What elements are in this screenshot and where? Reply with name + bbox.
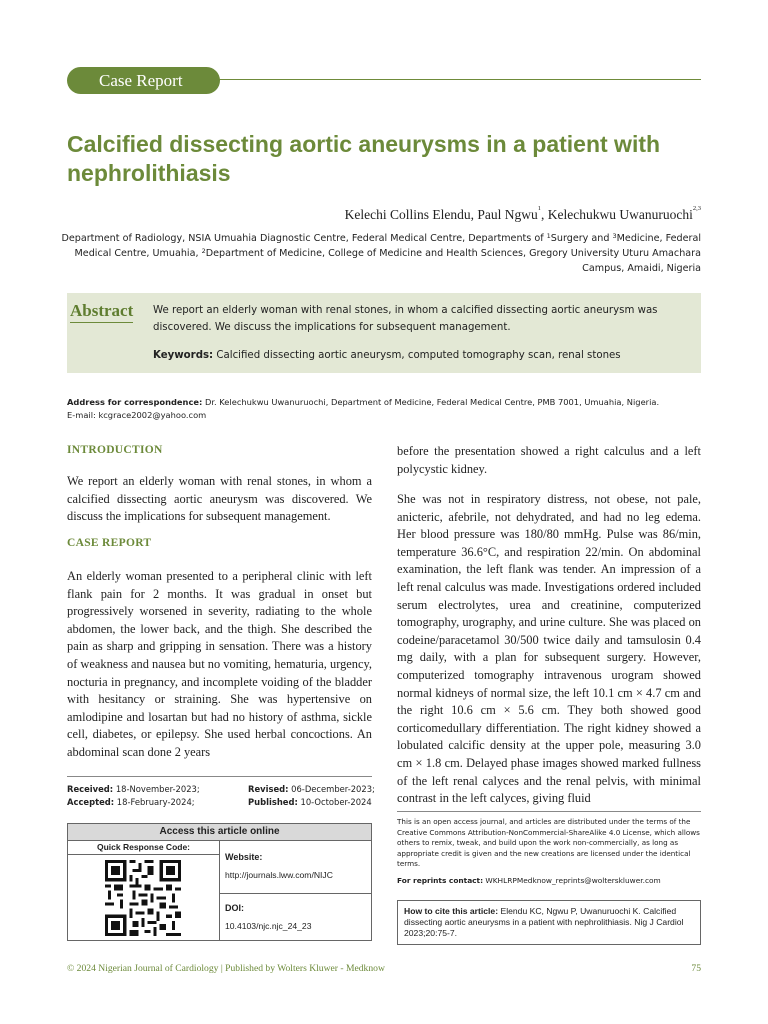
affil-sup: 1 xyxy=(546,232,551,240)
license-rule xyxy=(397,811,701,812)
affil-text: Medicine, Federal Medical Centre, Umuahia, xyxy=(74,233,701,259)
author-sup-2: 2,3 xyxy=(692,205,701,212)
divider xyxy=(219,841,220,941)
qr-label: Quick Response Code: xyxy=(96,842,191,852)
case-heading: CASE REPORT xyxy=(67,537,152,549)
doi-link[interactable]: 10.4103/njc.njc_24_23 xyxy=(225,921,312,931)
article-title: Calcified dissecting aortic aneurysms in a patient with nephrolithiasis xyxy=(67,131,661,186)
affil-text: Department of Radiology, NSIA Umuahia Diagnostic Centre, Federal Medical Centre, Departments of xyxy=(61,233,547,244)
case-paragraph-1: An elderly woman presented to a peripheral clinic with left flank pain for 2 months. It was gradual in onset but progressively worsened in severity, radiating to the whole abdomen, the lower back, and the thigh. She described the pain as sharp and gripping in sensation. There was a history of weakness and nausea but no vomiting, hematuria, urgency, nocturia in pregnancy, and incomplete voiding of the bladder with hesitancy or straining. She was hypertensive on amlodipine and losartan but had no history of asthma, sickle cell, diabetes, or epilepsy. She used herbal concoctions. An abdominal scan done 2 years xyxy=(67,569,372,759)
revised-value: 06-December-2023; xyxy=(291,784,375,794)
reprints-email[interactable]: WKHLRPMedknow_reprints@wolterskluwer.com xyxy=(485,876,661,885)
published-value: 10-October-2024 xyxy=(300,797,372,807)
revised-date xyxy=(248,784,375,794)
received-date xyxy=(67,784,200,794)
author-names-1: Kelechi Collins Elendu, Paul Ngwu xyxy=(344,207,538,222)
license-text: This is an open access journal, and articles are distributed under the terms of the Creative Commons Attribution-NonCommercial-ShareAlike 4.0 License, which allows others to remix, tweak, and build upon the work non-commercially, as long as appropriate credit is given and the new creations are licensed under the identical terms. xyxy=(397,817,700,868)
keywords-text: Calcified dissecting aortic aneurysm, computed tomography scan, renal stones xyxy=(216,350,621,361)
website-link[interactable]: http://journals.lww.com/NIJC xyxy=(225,870,333,880)
authors xyxy=(345,207,701,223)
correspondence xyxy=(67,396,701,422)
citation-box xyxy=(397,900,701,945)
keywords xyxy=(153,350,698,361)
qr-code-icon[interactable] xyxy=(105,860,181,936)
footer-text: © 2024 Nigerian Journal of Cardiology | Published by Wolters Kluwer - Medknow xyxy=(67,963,385,974)
affil-text: Surgery and xyxy=(550,233,613,244)
citation-label: How to cite this article: xyxy=(404,906,499,916)
received-value: 18-November-2023; xyxy=(115,784,200,794)
affil-sup: 2 xyxy=(201,247,206,255)
divider xyxy=(67,854,219,855)
published-date xyxy=(248,797,372,807)
author-names-2: , Kelechukwu Uwanuruochi xyxy=(541,207,693,222)
abstract-label: Abstract xyxy=(70,301,133,323)
section-label: Case Report xyxy=(67,67,220,94)
dates-rule xyxy=(67,776,372,777)
affil-text: Department of Medicine, College of Medicine and Health Sciences, Gregory University Uturu Amachara Campus, Amaidi, Nigeria xyxy=(205,248,701,274)
case-paragraph-2: She was not in respiratory distress, not obese, not pale, anicteric, afebrile, not dehydrated, and had no leg edema. Her blood pressure was 180/80 mmHg. Pulse was 86/min, temperature 36.6°C, and respiration 22/min. On abdominal examination, the left flank was tender. An impression of a left renal calculus was made. Investigations ordered included serum electrolytes, urea and creatinine, computerized tomography, urography, and urine culture. She was placed on codeine/paracetamol 30/500 twice daily and tamsulosin 0.4 mg daily, with a plan for subsequent surgery. However, computerized tomography intravenous urogram showed normal kidneys of normal size, the left 10.1 cm × 4.7 cm and the right 10.6 cm × 5.6 cm. They both showed good corticomedullary differentiation. The right kidney showed a lobulated calcific density at the upper pole, measuring 3.0 cm × 1.8 cm. Delayed phase images showed marked fullness of the left renal calyces and the renal pelvis, with minimal contrast in the left calyces, giving fluid xyxy=(397,492,701,806)
access-heading: Access this article online xyxy=(68,824,371,841)
accepted-date xyxy=(67,797,195,807)
header-rule xyxy=(200,79,701,80)
affiliations xyxy=(61,231,701,276)
revised-label: Revised: xyxy=(248,784,289,794)
correspondence-label: Address for correspondence: xyxy=(67,397,203,407)
correspondence-text: Dr. Kelechukwu Uwanuruochi, Department of Medicine, Federal Medical Centre, PMB 7001, Umuahia, Nigeria. xyxy=(204,397,660,407)
received-label: Received: xyxy=(67,784,114,794)
reprints xyxy=(397,876,661,885)
doi-label: DOI: xyxy=(225,903,244,913)
intro-heading: INTRODUCTION xyxy=(67,444,163,456)
affil-sup: 3 xyxy=(612,232,617,240)
published-label: Published: xyxy=(248,797,298,807)
page-number: 75 xyxy=(691,963,701,974)
divider xyxy=(219,893,372,894)
abstract-text: We report an elderly woman with renal stones, in whom a calcified dissecting aortic aneurysm was discovered. We discuss the implications for subsequent management. xyxy=(153,305,658,333)
accepted-value: 18-February-2024; xyxy=(116,797,195,807)
reprints-label: For reprints contact: xyxy=(397,876,484,885)
intro-paragraph: We report an elderly woman with renal stones, in whom a calcified dissecting aortic aneurysm was discovered. We discuss the implications for subsequent management. xyxy=(67,474,372,524)
case-paragraph-1-continued: before the presentation showed a right calculus and a left polycystic kidney. xyxy=(397,444,701,476)
keywords-label: Keywords: xyxy=(153,350,214,361)
website-label: Website: xyxy=(225,852,263,862)
accepted-label: Accepted: xyxy=(67,797,115,807)
citation-text: Elendu KC, Ngwu P, Uwanuruochi K. Calcified dissecting aortic aneurysms in a patient with nephrolithiasis. Nig J Cardiol 2023;20:75-7. xyxy=(404,906,684,938)
correspondence-email[interactable]: E-mail: kcgrace2002@yahoo.com xyxy=(67,410,207,420)
author-sup-1: 1 xyxy=(537,205,542,212)
